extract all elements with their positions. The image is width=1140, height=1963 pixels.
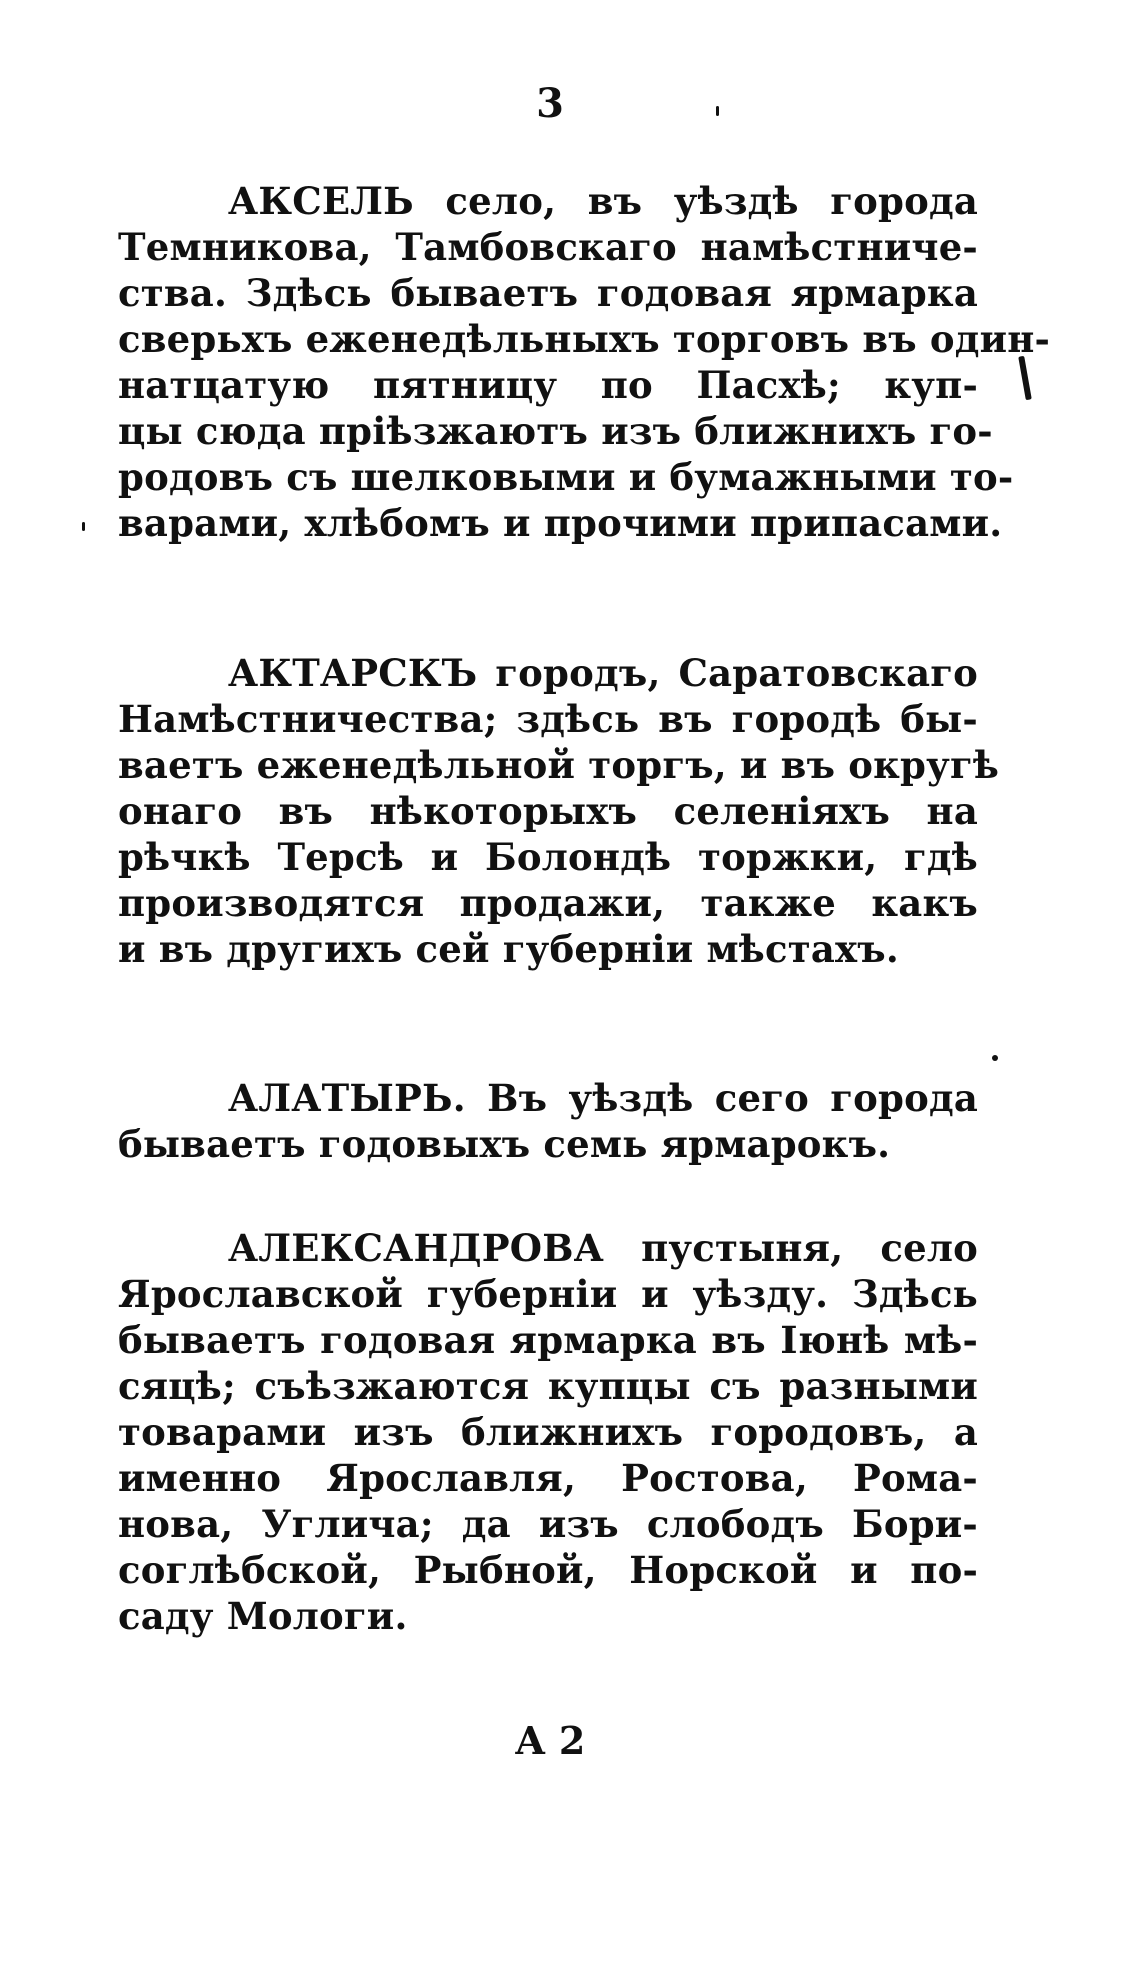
ink-blot bbox=[1018, 356, 1032, 400]
entry-line: Намѣстничества; здѣсь въ городѣ бы- bbox=[118, 697, 978, 741]
entry-aksel bbox=[118, 178, 1051, 546]
entry-line: ваетъ еженедѣльной торгъ, и въ округѣ bbox=[118, 743, 1000, 787]
entry-line: Ярославской губерніи и уѣзду. Здѣсь bbox=[118, 1272, 978, 1316]
entry-line: и въ другихъ сей губерніи мѣстахъ. bbox=[118, 927, 899, 971]
entry-aktarsk bbox=[118, 650, 1000, 972]
entry-line: нова, Углича; да изъ слободъ Бори- bbox=[118, 1502, 978, 1546]
entry-line: соглѣбской, Рыбной, Норской и по- bbox=[118, 1548, 978, 1592]
entry-line: производятся продажи, также какъ bbox=[118, 881, 978, 925]
entry-line: АЛЕКСАНДРОВА пустыня, село bbox=[228, 1226, 978, 1270]
entry-line: ства. Здѣсь бываетъ годовая ярмарка bbox=[118, 271, 978, 315]
entry-line: Темникова, Тамбовскаго намѣстниче- bbox=[118, 225, 978, 269]
signature-mark: А 2 bbox=[514, 1718, 586, 1763]
entry-line: сверьхъ еженедѣльныхъ торговъ въ один- bbox=[118, 317, 1051, 361]
entry-line: рѣчкѣ Терсѣ и Болондѣ торжки, гдѣ bbox=[118, 835, 978, 879]
entry-line: АКТАРСКЪ городъ, Саратовскаго bbox=[228, 651, 978, 695]
entry-alatyr bbox=[118, 1075, 978, 1167]
entry-line: бываетъ годовая ярмарка въ Іюнѣ мѣ- bbox=[118, 1318, 978, 1362]
ink-speck bbox=[992, 1055, 998, 1061]
entry-line: саду Мологи. bbox=[118, 1594, 408, 1638]
page-number: 3 bbox=[536, 80, 564, 127]
entry-line: сяцѣ; съѣзжаются купцы съ разными bbox=[118, 1364, 978, 1408]
entry-line: родовъ съ шелковыми и бумажными то- bbox=[118, 455, 1014, 499]
entry-line: бываетъ годовыхъ семь ярмарокъ. bbox=[118, 1122, 891, 1166]
ink-speck bbox=[82, 522, 85, 531]
entry-line: товарами изъ ближнихъ городовъ, а bbox=[118, 1410, 978, 1454]
entry-line: варами, хлѣбомъ и прочими припасами. bbox=[118, 501, 1003, 545]
entry-line: натцатую пятницу по Пасхѣ; куп- bbox=[118, 363, 978, 407]
entry-line: именно Ярославля, Ростова, Рома- bbox=[118, 1456, 978, 1500]
entry-aleksandrova-pustynya bbox=[118, 1225, 978, 1639]
entry-line: АКСЕЛЬ село, въ уѣздѣ города bbox=[228, 179, 978, 223]
ink-speck bbox=[716, 106, 719, 116]
entry-line: цы сюда пріѣзжаютъ изъ ближнихъ го- bbox=[118, 409, 993, 453]
entry-line: АЛАТЫРЬ. Въ уѣздѣ сего города bbox=[228, 1076, 978, 1120]
entry-line: онаго въ нѣкоторыхъ селеніяхъ на bbox=[118, 789, 978, 833]
